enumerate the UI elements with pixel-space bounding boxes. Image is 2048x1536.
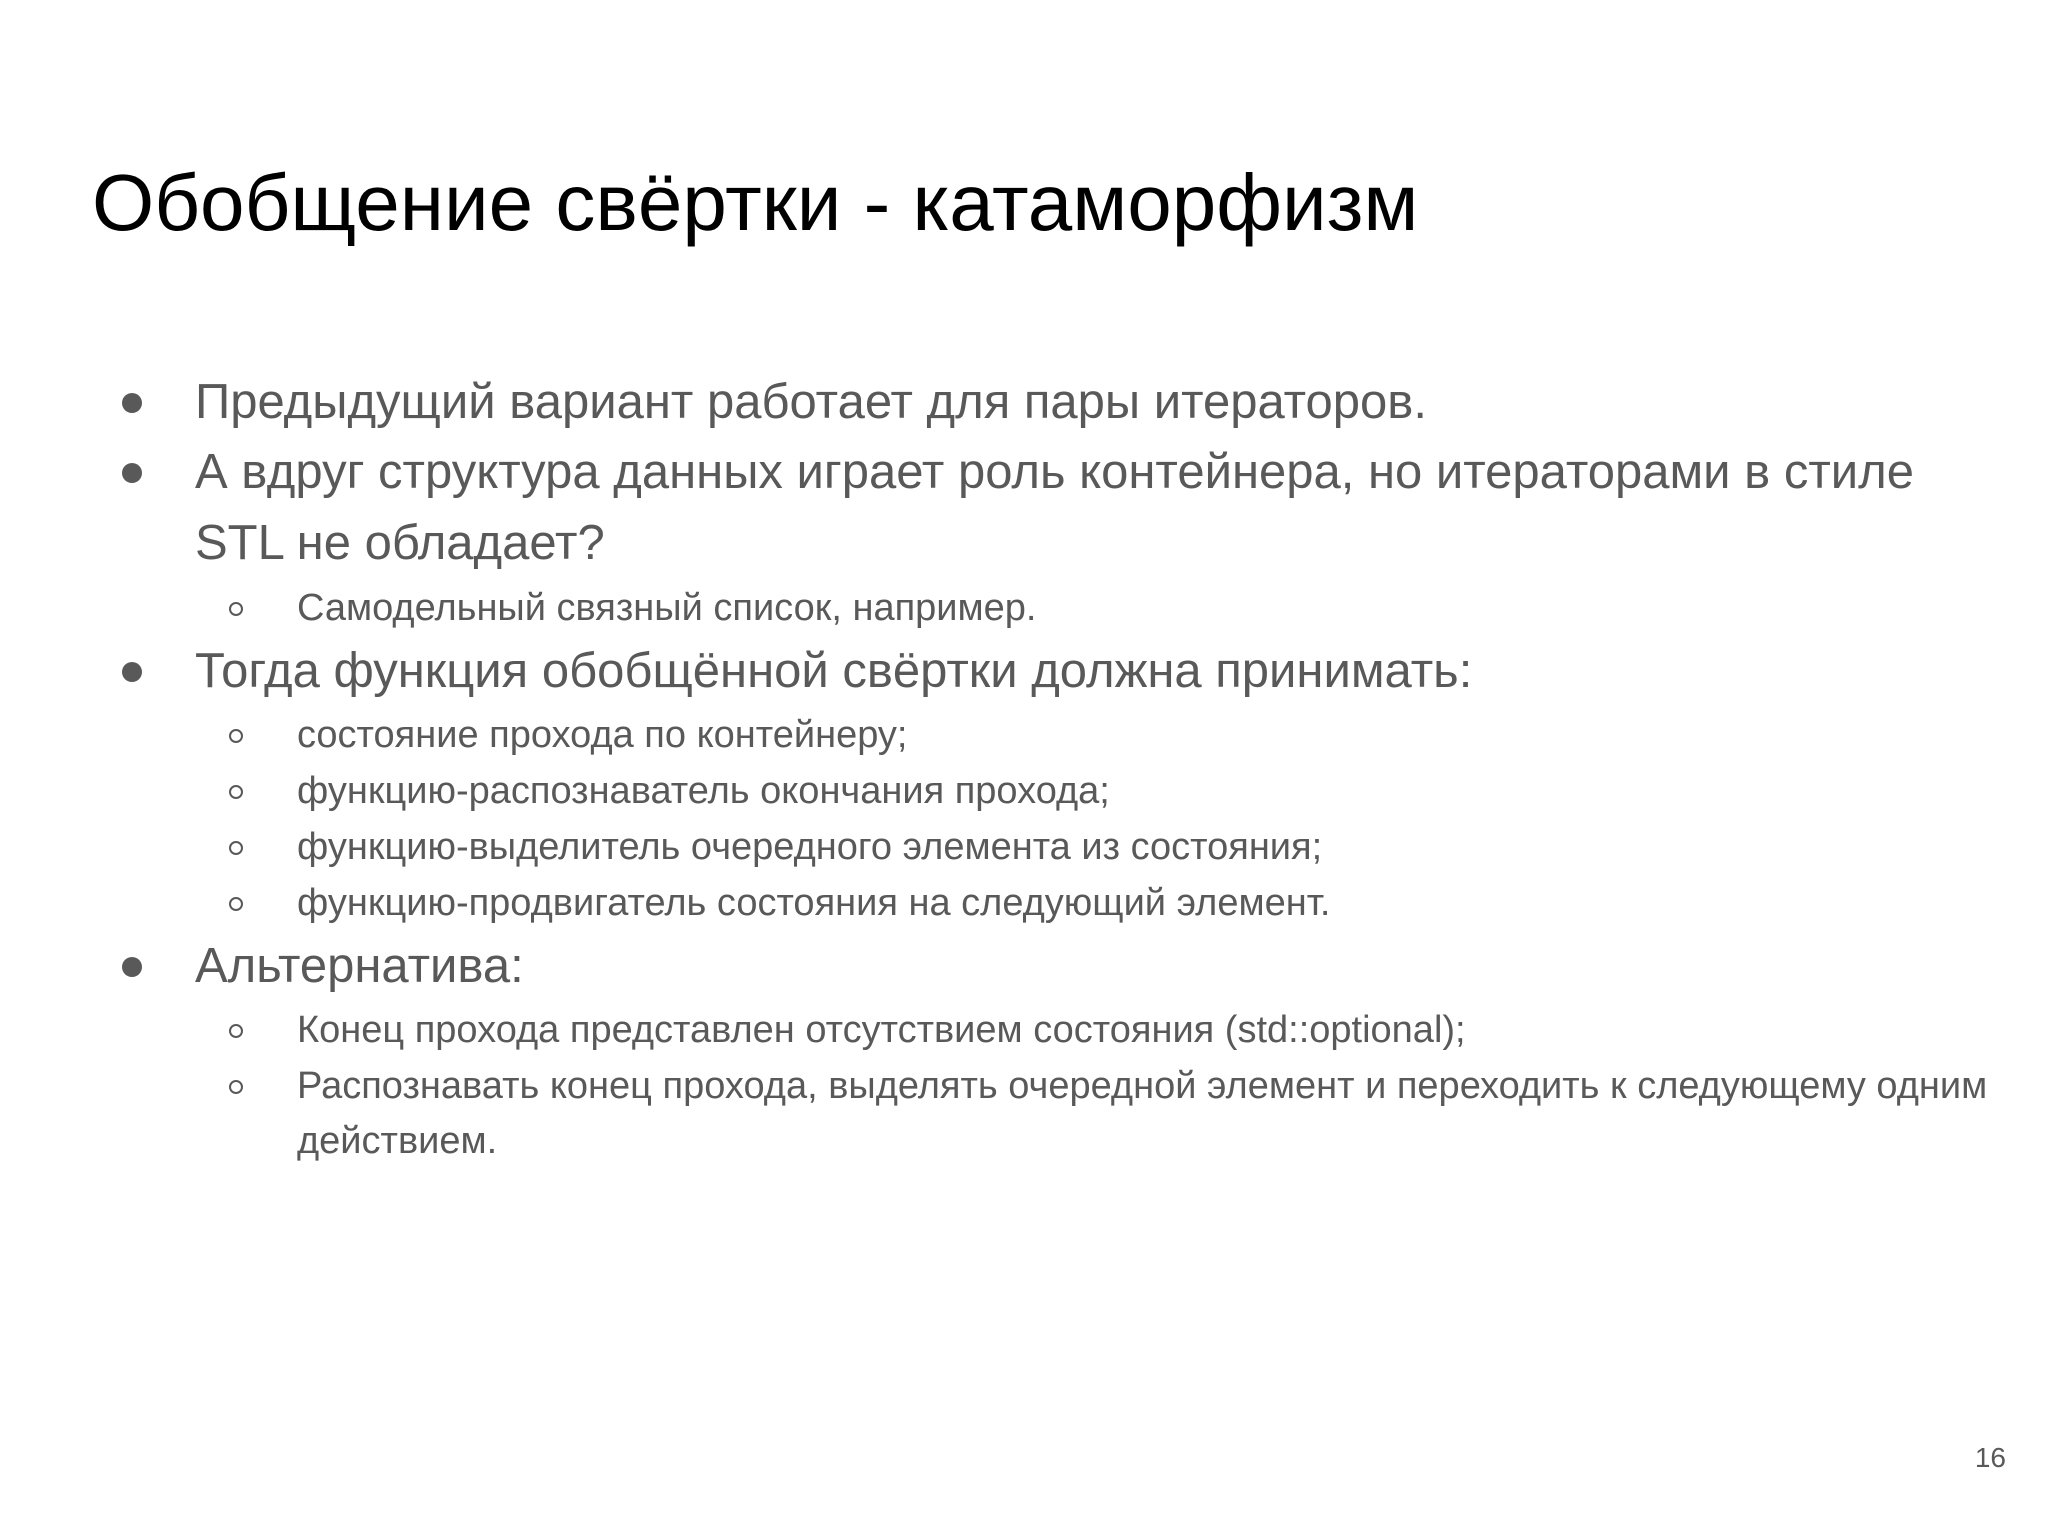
bullet-dot-icon <box>122 957 142 977</box>
sub-list-item: функцию-продвигатель состояния на следующий элемент. <box>297 882 1331 924</box>
bullet-ring-icon <box>229 841 243 855</box>
bullet-ring-icon <box>229 1080 243 1094</box>
bullet-dot-icon <box>122 463 142 483</box>
slide-title: Обобщение свёртки - катаморфизм <box>92 158 1419 247</box>
bullet-ring-icon <box>229 602 243 616</box>
bullet-ring-icon <box>229 897 243 911</box>
sub-list-item: состояние прохода по контейнеру; <box>297 714 908 756</box>
bullet-ring-icon <box>229 1024 243 1038</box>
list-item: А вдруг структура данных играет роль контейнера, но итераторами в стиле STL не обладает? <box>195 445 1914 570</box>
sub-list-item: функцию-выделитель очередного элемента из состояния; <box>297 826 1323 868</box>
bullet-ring-icon <box>229 785 243 799</box>
sub-list-item: Конец прохода представлен отсутствием состояния (std::optional); <box>297 1009 1466 1051</box>
page-number: 16 <box>1974 1442 2006 1473</box>
sub-list-item: функцию-распознаватель окончания прохода; <box>297 770 1110 812</box>
list-item: Альтернатива: <box>195 939 524 993</box>
list-item: Предыдущий вариант работает для пары итераторов. <box>195 375 1427 429</box>
bullet-dot-icon <box>122 662 142 682</box>
bullet-dot-icon <box>122 393 142 413</box>
sub-list-item: Распознавать конец прохода, выделять очередной элемент и переходить к следующему одним действием. <box>297 1065 1988 1162</box>
list-item: Тогда функция обобщённой свёртки должна принимать: <box>195 644 1473 698</box>
bullet-ring-icon <box>229 729 243 743</box>
sub-list-item: Самодельный связный список, например. <box>297 587 1037 629</box>
